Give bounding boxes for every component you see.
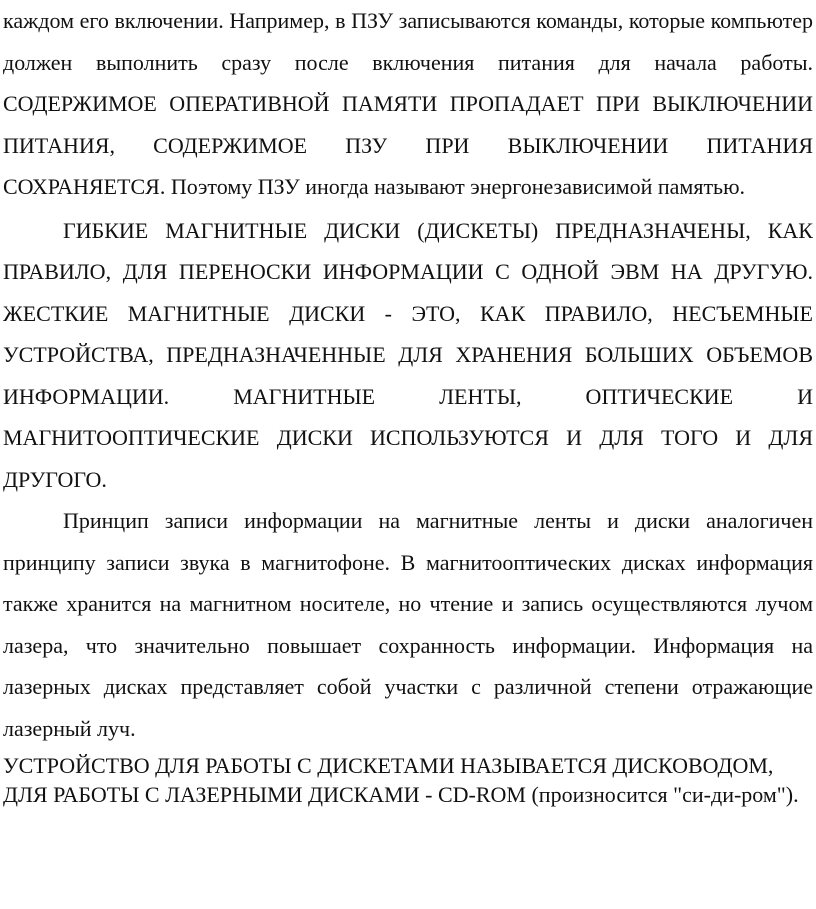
paragraph-magnetic-disks: ГИБКИЕ МАГНИТНЫЕ ДИСКИ (ДИСКЕТЫ) ПРЕДНАЗНАЧЕНЫ, КАК ПРАВИЛО, ДЛЯ ПЕРЕНОСКИ ИНФОРМАЦИИ С ОДНОЙ ЭВМ НА ДРУГУЮ. ЖЕСТКИЕ МАГНИТНЫЕ ДИСКИ - ЭТО, КАК ПРАВИЛО, НЕСЪЕМНЫЕ УСТРОЙСТВА, ПРЕДНАЗНАЧЕННЫЕ ДЛЯ ХРАНЕНИЯ БОЛЬШИХ ОБЪЕМОВ ИНФОРМАЦИИ. МАГНИТНЫЕ ЛЕНТЫ, ОПТИЧЕСКИЕ И МАГНИТООПТИЧЕСКИЕ ДИСКИ ИСПОЛЬЗУЮТСЯ И ДЛЯ ТОГО И ДЛЯ ДРУГОГО.: [3, 217, 813, 492]
document-page: [3, 0, 813, 809]
paragraph-recording-principle: Принцип записи информации на магнитные ленты и диски аналогичен принципу записи звука в магнитофоне. В магнитооптических дисках информация также хранится на магнитном носителе, но чтение и запись осуществляются лучом лазера, что значительно повышает сохранность информации. Информация на лазерных дисках представляет собой участки с различной степени отражающие лазерный луч.: [3, 508, 813, 741]
paragraph-disk-drives: УСТРОЙСТВО ДЛЯ РАБОТЫ С ДИСКЕТАМИ НАЗЫВАЕТСЯ ДИСКОВОДОМ, ДЛЯ РАБОТЫ С ЛАЗЕРНЫМИ ДИСКАМИ - CD-ROM (произносится "си-ди-ром").: [3, 753, 799, 807]
paragraph-rom-contents: каждом его включении. Например, в ПЗУ записываются команды, которые компьютер должен выполнить сразу после включения питания для начала работы. СОДЕРЖИМОЕ ОПЕРАТИВНОЙ ПАМЯТИ ПРОПАДАЕТ ПРИ ВЫКЛЮЧЕНИИ ПИТАНИЯ, СОДЕРЖИМОЕ ПЗУ ПРИ ВЫКЛЮЧЕНИИ ПИТАНИЯ СОХРАНЯЕТСЯ. Поэтому ПЗУ иногда называют энергонезависимой памятью.: [3, 8, 813, 199]
